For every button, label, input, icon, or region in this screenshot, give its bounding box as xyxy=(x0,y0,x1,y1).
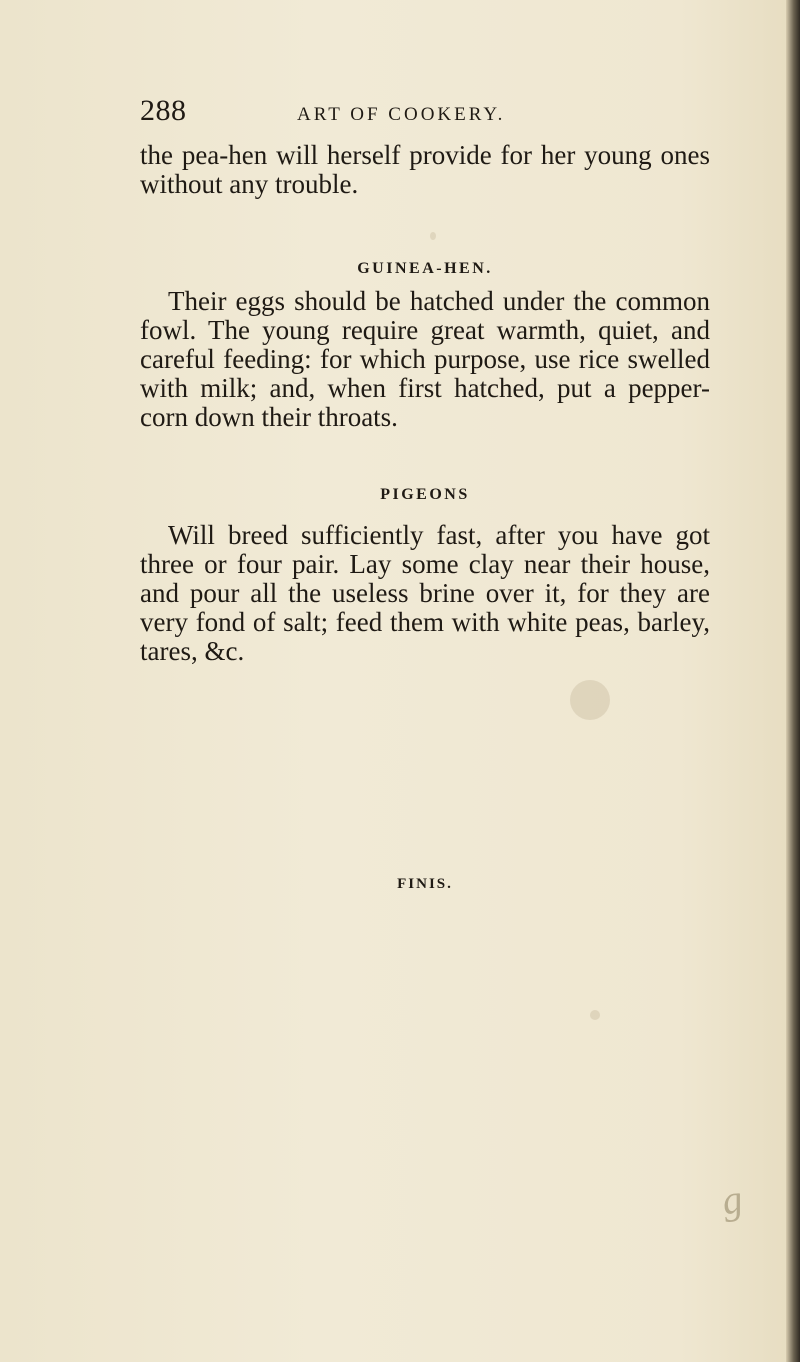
page-header xyxy=(140,94,700,134)
page-edge-shadow xyxy=(786,0,800,1362)
paragraph-guinea-hen: Their eggs should be hatched under the common fowl. The young require great warmth, quiet, and careful feeding: for which purpose, use rice swelled with milk; and, when first hatched, put a pepper-corn down their throats. xyxy=(140,286,710,432)
paragraph-pigeons: Will breed sufficiently fast, after you have got three or four pair. Lay some clay near their house, and pour all the useless brine over it, for they are very fond of salt; feed them with white peas, barley, tares, &c. xyxy=(140,520,710,666)
paragraph-intro: the pea-hen will herself provide for her young ones without any trouble. xyxy=(140,140,710,199)
paper-stain xyxy=(570,680,610,720)
paper-stain xyxy=(430,232,436,240)
pencil-mark-icon: g xyxy=(718,1175,746,1224)
page-number: 288 xyxy=(140,94,187,127)
running-title: ART OF COOKERY. xyxy=(297,104,506,125)
finis-mark: FINIS. xyxy=(397,876,453,892)
paper-stain xyxy=(590,1010,600,1020)
section-heading-pigeons: PIGEONS xyxy=(380,486,470,503)
section-heading-guinea-hen: GUINEA-HEN. xyxy=(357,260,493,277)
